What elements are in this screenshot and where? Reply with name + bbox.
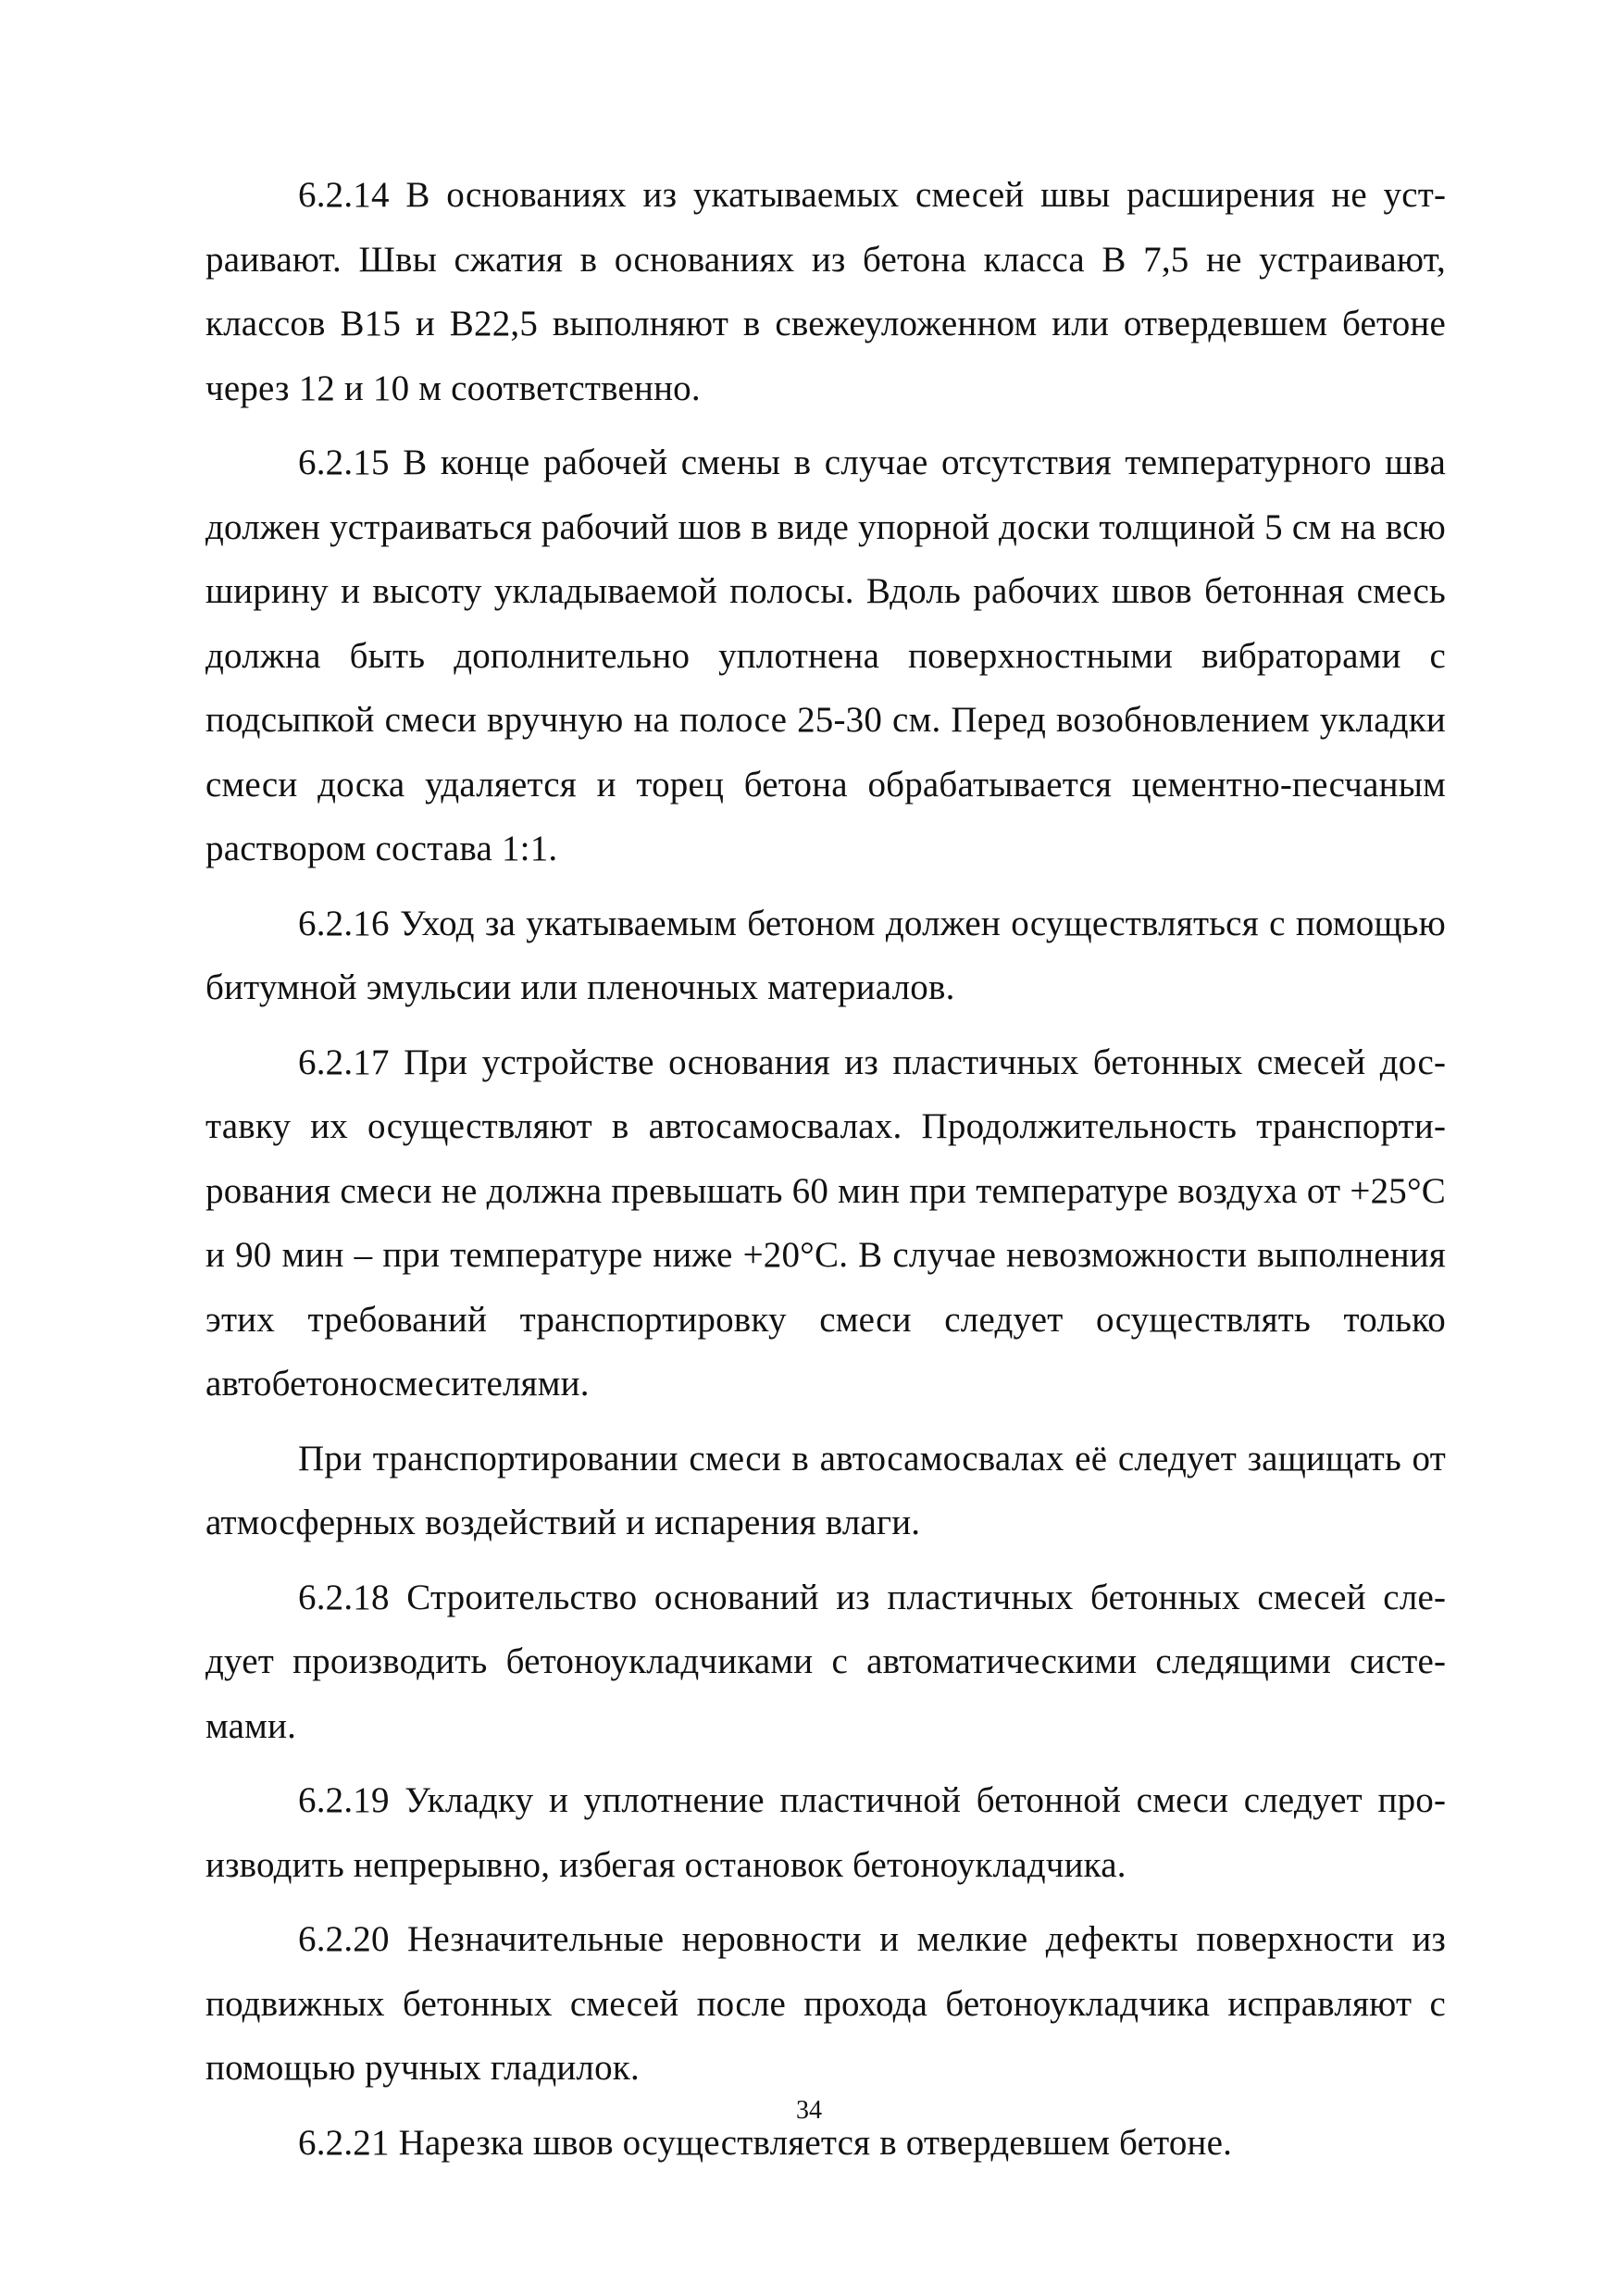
paragraph-6-2-16: 6.2.16 Уход за укатываемым бетоном должен осуществляться с помощью битумной эмульсии или пленочных материалов.	[205, 903, 1446, 1007]
paragraph-6-2-17-continued: При транспортировании смеси в автосамосвалах её следует защищать от атмосферных воздействий и испарения влаги.	[205, 1438, 1446, 1542]
paragraph-6-2-20: 6.2.20 Незначительные неровности и мелкие дефекты поверхности из подвижных бетонных смесей после прохода бетоноукладчика исправляют с помощью ручных гладилок.	[205, 1919, 1446, 2088]
paragraph-6-2-17: 6.2.17 При устройстве основания из пластичных бетонных смесей доставку их осуществляют в автосамосвалах. Продолжительность транспортирования смеси не должна превышать 60 мин при температуре воздуха от +25°С и 90 мин – при температуре ниже +20°С. В случае невозможности выполнения этих требований транспортировку смеси следует осуществлять только автобетоносмесителями.	[205, 1042, 1446, 1404]
paragraph-6-2-14: 6.2.14 В основаниях из укатываемых смесей швы расширения не устраивают. Швы сжатия в основаниях из бетона класса В 7,5 не устраивают, классов В15 и В22,5 выполняют в свежеуложенном или отвердевшем бетоне через 12 и 10 м соответственно.	[205, 175, 1446, 408]
paragraph-6-2-18: 6.2.18 Строительство оснований из пластичных бетонных смесей следует производить бетоноукладчиками с автоматическими следящими системами.	[205, 1577, 1446, 1746]
paragraph-6-2-15: 6.2.15 В конце рабочей смены в случае отсутствия температурного шва должен устраиваться рабочий шов в виде упорной доски толщиной 5 см на всю ширину и высоту укладываемой полосы. Вдоль рабочих швов бетонная смесь должна быть дополнительно уплотнена поверхностными вибраторами с подсыпкой смеси вручную на полосе 25-30 см. Перед возобновлением укладки смеси доска удаляется и торец бетона обрабатывается цементно-песчаным раствором состава 1:1.	[205, 443, 1446, 868]
document-body	[205, 163, 1446, 2175]
paragraph-6-2-19: 6.2.19 Укладку и уплотнение пластичной бетонной смеси следует производить непрерывно, избегая остановок бетоноукладчика.	[205, 1780, 1446, 1885]
page-number: 34	[796, 2096, 822, 2125]
paragraph-6-2-21: 6.2.21 Нарезка швов осуществляется в отвердевшем бетоне.	[298, 2122, 1233, 2163]
